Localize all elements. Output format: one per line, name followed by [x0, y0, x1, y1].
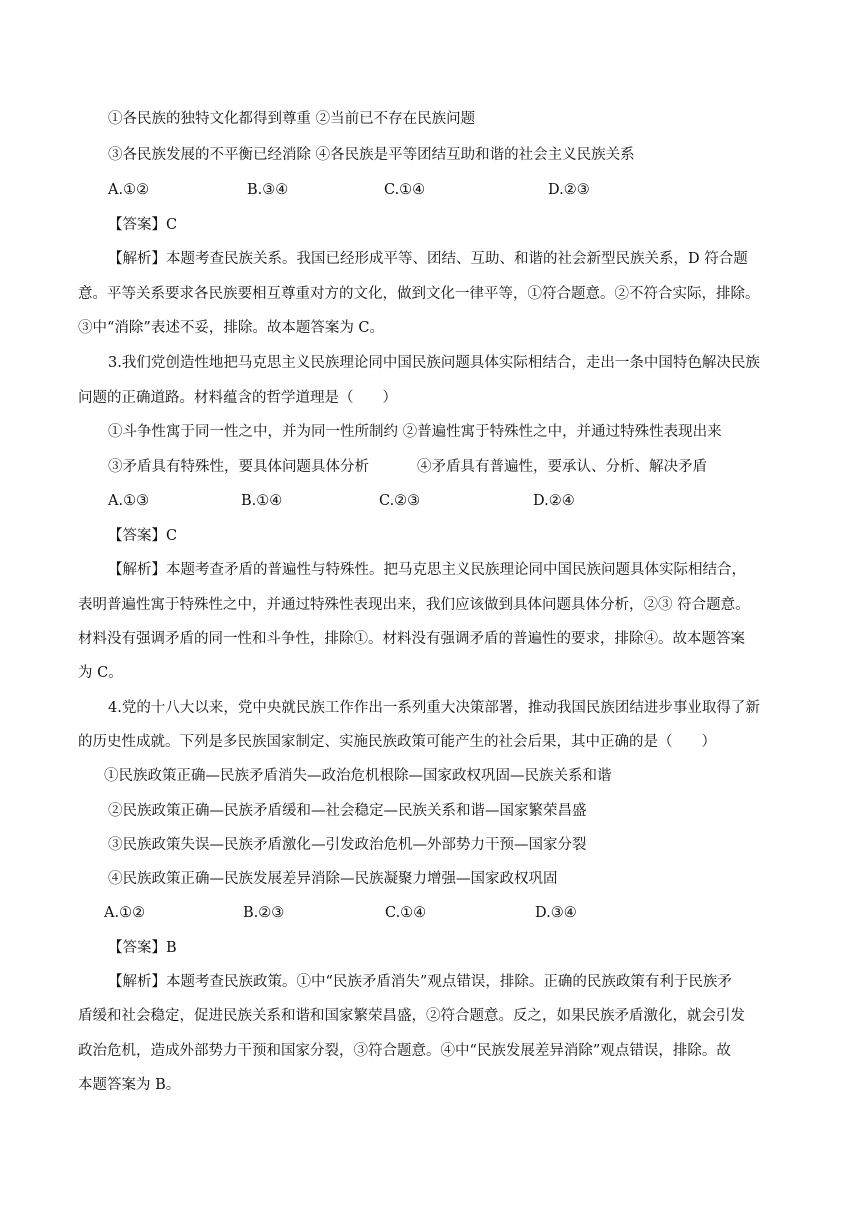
q4-analysis-line-4: 本题答案为 B。: [78, 1077, 181, 1093]
q4-option-c: C.①④: [385, 905, 427, 921]
q3-option-a: A.①③: [108, 493, 150, 509]
q4-stem-line-1: 4.党的十八大以来，党中央就民族工作作出一系列重大决策部署，推动我国民族团结进步事业取得了新: [108, 700, 760, 716]
q4-answer: 【答案】B: [108, 940, 177, 956]
q4-option-d: D.③④: [535, 905, 577, 921]
q3-statement-2b: ④矛盾具有普遍性，要承认、分析、解决矛盾: [417, 459, 707, 475]
q3-analysis-line-3: 材料没有强调矛盾的同一性和斗争性，排除①。材料没有强调矛盾的普遍性的要求，排除④。故本题答案: [78, 631, 745, 647]
q3-option-b: B.①④: [241, 493, 283, 509]
q4-option-b: B.②③: [243, 905, 285, 921]
q3-stem-line-2: 问题的正确道路。材料蕴含的哲学道理是（ ）: [78, 390, 397, 406]
q4-statement-1: ①民族政策正确—民族矛盾消失—政治危机根除—国家政权巩固—民族关系和谐: [104, 768, 612, 784]
q4-statement-4: ④民族政策正确—民族发展差异消除—民族凝聚力增强—国家政权巩固: [108, 871, 558, 887]
q2-option-d: D.②③: [548, 182, 590, 198]
q2-analysis-line-2: 意。平等关系要求各民族要相互尊重对方的文化，做到文化一律平等，①符合题意。②不符合实际，排除。: [78, 286, 760, 302]
q4-analysis-line-1: 【解析】本题考查民族政策。①中“民族矛盾消失”观点错误，排除。正确的民族政策有利于民族矛: [108, 974, 732, 990]
q2-option-a: A.①②: [108, 182, 150, 198]
q3-analysis-line-2: 表明普遍性寓于特殊性之中，并通过特殊性表现出来，我们应该做到具体问题具体分析，②③ 符合题意。: [78, 597, 750, 613]
q2-analysis-line-3: ③中“消除”表述不妥，排除。故本题答案为 C。: [78, 320, 385, 336]
q2-statement-1: ①各民族的独特文化都得到尊重 ②当前已不存在民族问题: [108, 111, 476, 127]
q2-option-b: B.③④: [247, 182, 289, 198]
q3-stem-line-1: 3.我们党创造性地把马克思主义民族理论同中国民族问题具体实际相结合，走出一条中国特色解决民族: [108, 355, 760, 371]
q3-statement-1: ①斗争性寓于同一性之中，并为同一性所制约 ②普遍性寓于特殊性之中，并通过特殊性表现出来: [108, 424, 722, 440]
q4-analysis-line-2: 盾缓和社会稳定，促进民族关系和谐和国家繁荣昌盛，②符合题意。反之，如果民族矛盾激化，就会引发: [78, 1008, 745, 1024]
q3-option-d: D.②④: [533, 493, 575, 509]
q2-option-c: C.①④: [384, 182, 426, 198]
q2-answer: 【答案】C: [108, 217, 178, 233]
q4-analysis-line-3: 政治危机，造成外部势力干预和国家分裂，③符合题意。④中“民族发展差异消除”观点错误，排除。故: [78, 1043, 731, 1059]
q3-analysis-line-4: 为 C。: [78, 665, 123, 681]
q3-statement-2a: ③矛盾具有特殊性，要具体问题具体分析: [108, 459, 369, 475]
q4-option-a: A.①②: [104, 905, 146, 921]
q4-statement-3: ③民族政策失误—民族矛盾激化—引发政治危机—外部势力干预—国家分裂: [108, 837, 587, 853]
q3-analysis-line-1: 【解析】本题考查矛盾的普遍性与特殊性。把马克思主义民族理论同中国民族问题具体实际相结合，: [108, 562, 746, 578]
q2-statement-2: ③各民族发展的不平衡已经消除 ④各民族是平等团结互助和谐的社会主义民族关系: [108, 147, 635, 163]
q4-statement-2: ②民族政策正确—民族矛盾缓和—社会稳定—民族关系和谐—国家繁荣昌盛: [108, 803, 587, 819]
q2-analysis-line-1: 【解析】本题考查民族关系。我国已经形成平等、团结、互助、和谐的社会新型民族关系，D 符合题: [108, 251, 748, 267]
q4-stem-line-2: 的历史性成就。下列是多民族国家制定、实施民族政策可能产生的社会后果，其中正确的是（ ）: [78, 734, 716, 750]
q3-option-c: C.②③: [379, 493, 421, 509]
q3-answer: 【答案】C: [108, 528, 178, 544]
